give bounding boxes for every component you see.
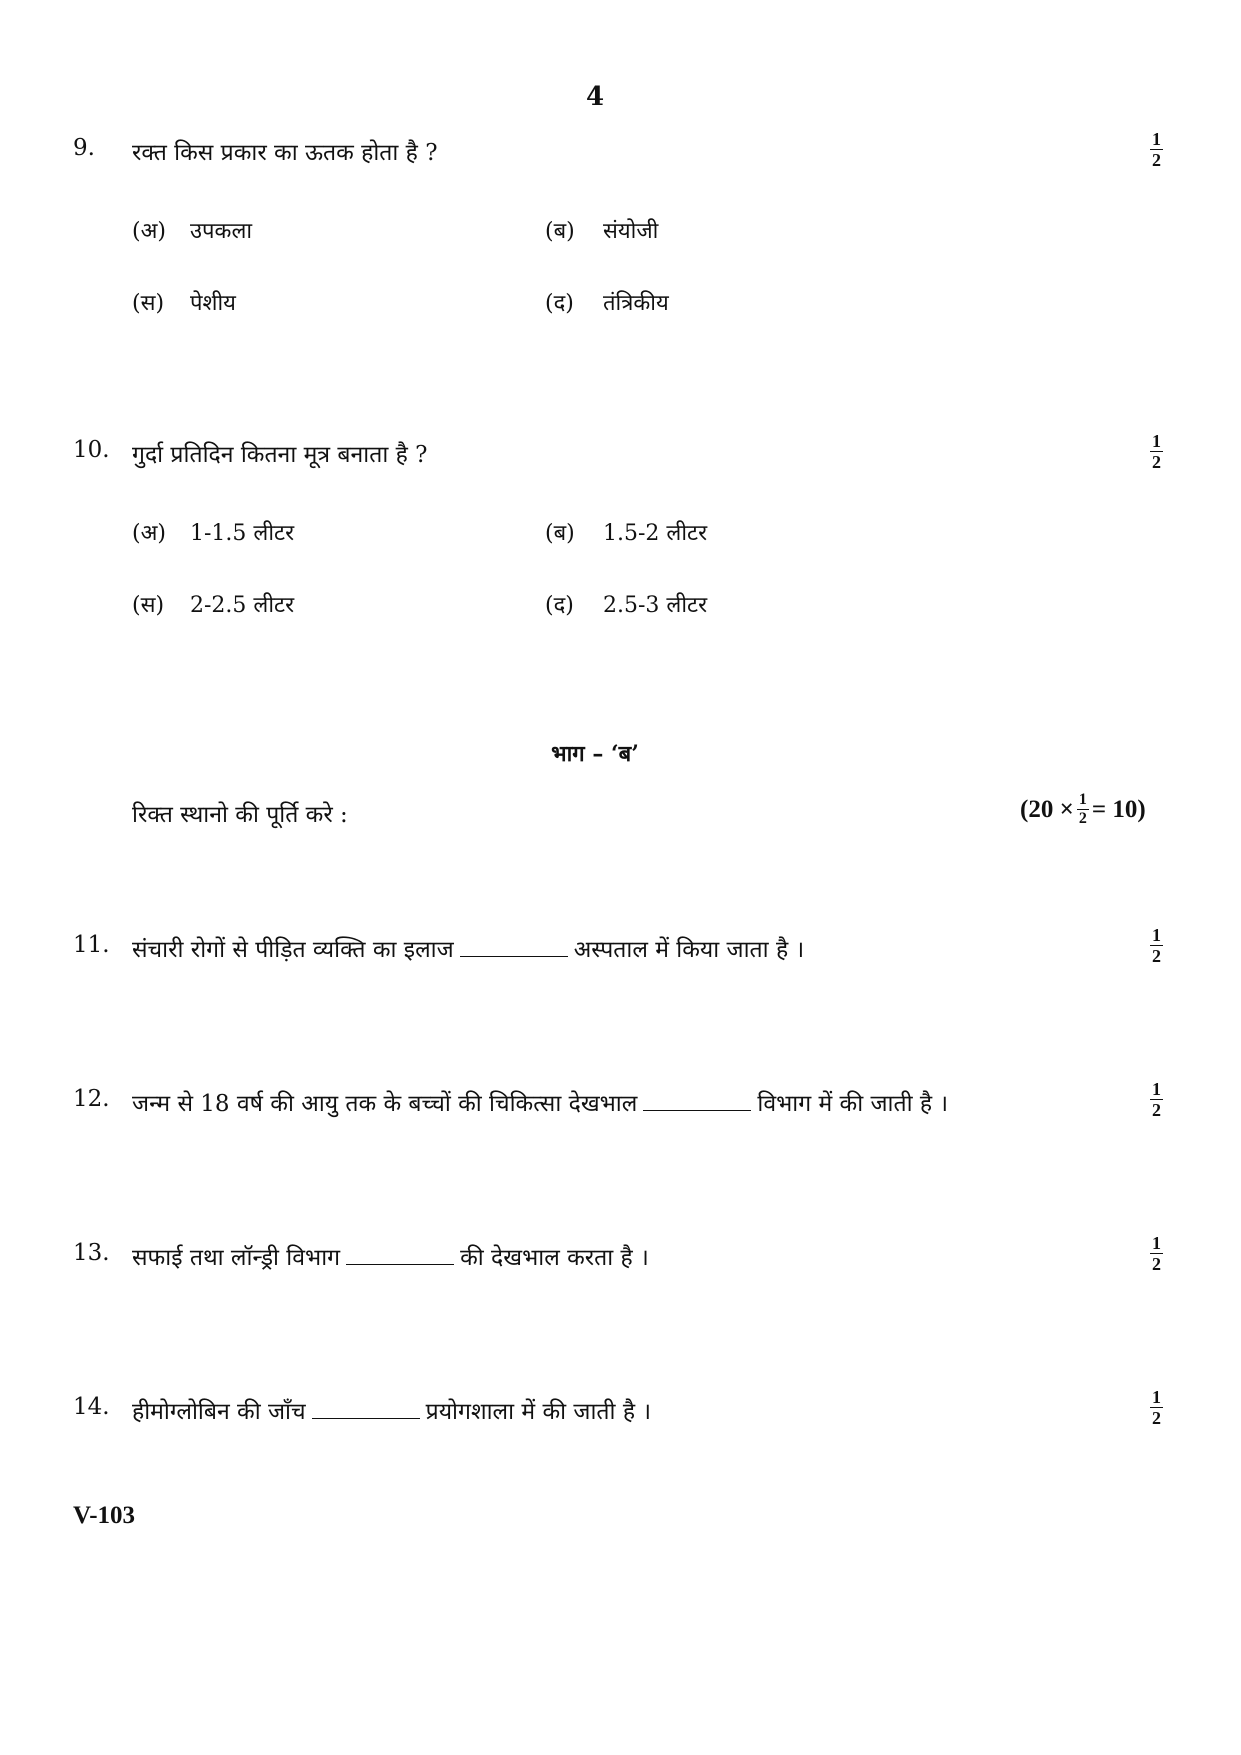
option — [132, 287, 236, 317]
option-text: पेशीय — [190, 291, 236, 316]
question-text — [132, 1240, 649, 1272]
answer-blank — [643, 1110, 751, 1111]
section-title: भाग – ‘ब’ — [551, 741, 639, 767]
text-before-blank: जन्म से 18 वर्ष की आयु तक के बच्चों की चिकित्सा देखभाल — [132, 1091, 638, 1117]
marks-denominator: 2 — [1152, 1254, 1161, 1274]
text-before-blank: हीमोग्लोबिन की जाँच — [132, 1399, 306, 1425]
marks-denominator: 2 — [1152, 946, 1161, 966]
section-total-marks — [1020, 792, 1146, 827]
question-marks — [1150, 1234, 1163, 1273]
question-text — [132, 1086, 948, 1118]
option-label: (स) — [132, 593, 165, 618]
option — [545, 589, 707, 619]
answer-blank — [460, 956, 568, 957]
total-marks-prefix: (20 × — [1020, 795, 1074, 823]
option — [545, 287, 669, 317]
marks-numerator: 1 — [1152, 431, 1161, 451]
marks-denominator: 2 — [1152, 1100, 1161, 1120]
marks-numerator: 1 — [1152, 1387, 1161, 1407]
page-number: 4 — [585, 82, 605, 112]
question-number: 10. — [73, 437, 110, 463]
text-after-blank: प्रयोगशाला में की जाती है । — [425, 1399, 652, 1425]
question-marks — [1150, 926, 1163, 965]
option — [132, 589, 294, 619]
marks-numerator: 1 — [1152, 925, 1161, 945]
text-after-blank: अस्पताल में किया जाता है । — [573, 937, 805, 963]
option-text: उपकला — [190, 219, 253, 244]
option-text: 1.5-2 लीटर — [603, 521, 708, 546]
option — [545, 215, 658, 245]
question-text — [132, 932, 804, 964]
text-after-blank: की देखभाल करता है । — [460, 1245, 649, 1271]
question-text: रक्त किस प्रकार का ऊतक होता है ? — [132, 140, 438, 166]
marks-denominator: 2 — [1152, 1408, 1161, 1428]
marks-numerator: 1 — [1152, 1233, 1161, 1253]
option-label: (ब) — [545, 219, 575, 244]
paper-code: V-103 — [73, 1502, 136, 1529]
question-number: 14. — [73, 1394, 110, 1420]
option-label: (द) — [545, 291, 574, 316]
marks-numerator: 1 — [1152, 129, 1161, 149]
option-text: संयोजी — [603, 219, 659, 244]
option-text: 2-2.5 लीटर — [190, 593, 295, 618]
question-marks — [1150, 130, 1163, 169]
answer-blank — [346, 1264, 454, 1265]
answer-blank — [312, 1418, 420, 1419]
marks-denominator: 2 — [1152, 452, 1161, 472]
option-label: (अ) — [132, 521, 166, 546]
marks-numerator: 1 — [1152, 1079, 1161, 1099]
question-number: 11. — [73, 932, 110, 958]
marks-numerator: 1 — [1078, 791, 1087, 808]
marks-denominator: 2 — [1152, 150, 1161, 170]
option-label: (ब) — [545, 521, 575, 546]
question-number: 9. — [73, 135, 95, 161]
option — [545, 517, 707, 547]
marks-denominator: 2 — [1078, 810, 1087, 827]
option-text: 1-1.5 लीटर — [190, 521, 295, 546]
question-marks — [1150, 1080, 1163, 1119]
option — [132, 517, 294, 547]
total-marks-suffix: = 10) — [1091, 795, 1146, 823]
question-number: 12. — [73, 1086, 110, 1112]
option — [132, 215, 252, 245]
text-before-blank: सफाई तथा लॉन्ड्री विभाग — [132, 1245, 341, 1271]
option-label: (अ) — [132, 219, 166, 244]
option-label: (द) — [545, 593, 574, 618]
question-number: 13. — [73, 1240, 110, 1266]
text-before-blank: संचारी रोगों से पीड़ित व्यक्ति का इलाज — [132, 937, 454, 963]
option-text: तंत्रिकीय — [603, 291, 669, 316]
question-text — [132, 1394, 651, 1426]
option-text: 2.5-3 लीटर — [603, 593, 708, 618]
question-marks — [1150, 432, 1163, 471]
question-text: गुर्दा प्रतिदिन कितना मूत्र बनाता है ? — [132, 442, 428, 468]
text-after-blank: विभाग में की जाती है । — [757, 1091, 949, 1117]
option-label: (स) — [132, 291, 165, 316]
question-marks — [1150, 1388, 1163, 1427]
section-instruction: रिक्त स्थानो की पूर्ति करे : — [132, 802, 348, 828]
